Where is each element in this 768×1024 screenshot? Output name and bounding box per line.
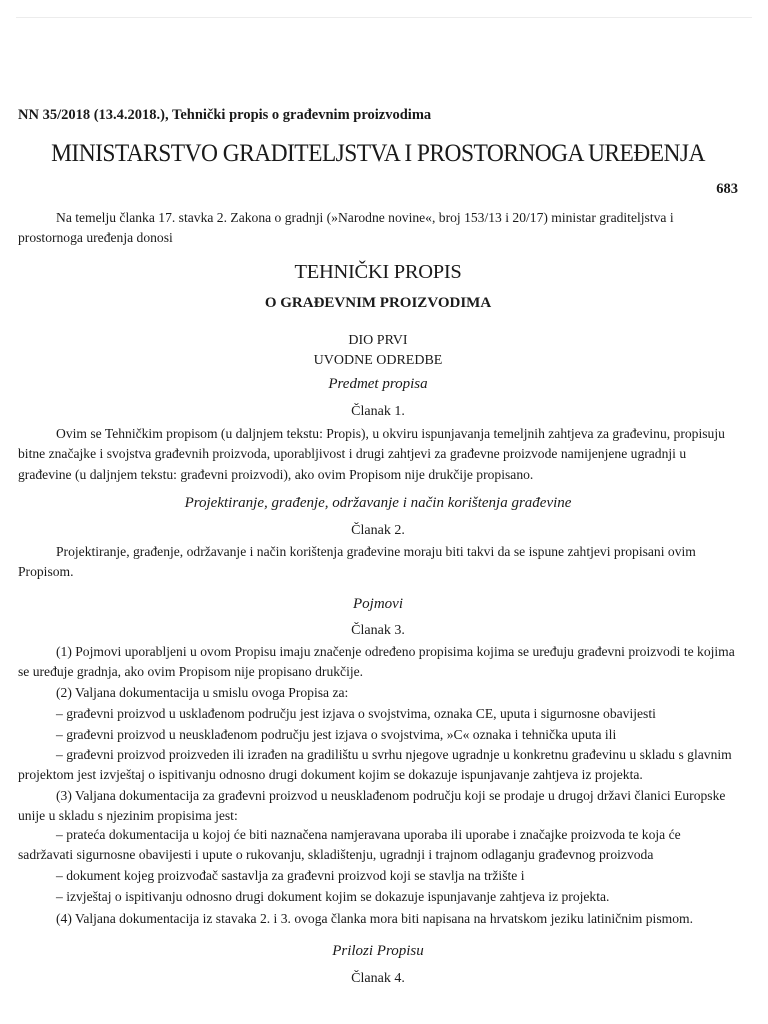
part-name: UVODNE ODREDBE [313,353,443,368]
part-number: DIO PRVI [348,333,408,348]
list-item: – izvještaj o ispitivanju odnosno drugi dokument kojim se dokazuje ispunjavanje zahtjeva iz projekta. [56,889,610,904]
article-paragraph: (4) Valjana dokumentacija iz stavaka 2. i 3. ovoga članka mora biti napisana na hrvatskom jeziku latiničnim pismom. [56,911,693,926]
section-heading: Projektiranje, građenje, održavanje i način korištenja građevine [184,495,572,511]
article-paragraph: Projektiranje, građenje, održavanje i način korištenja građevine moraju biti takvi da se ispune zahtjevi propisani ovim Propisom. [18,544,696,580]
section-heading: Prilozi Propisu [332,943,424,959]
article-paragraph: (3) Valjana dokumentacija za građevni proizvod u neusklađenom području koji se prodaje u drugoj državi članici Europske unije u skladu s njezinim propisima jest: [18,788,726,824]
list-item: – građevni proizvod proizveden ili izrađen na gradilištu u svrhu njegove ugradnje u konkretnu građevinu u skladu s glavnim projektom jest izvještaj o ispitivanju odnosno drugi dokument kojim se dokazuje ispunjavanje zahtjeva iz projekta. [18,747,732,783]
gazette-reference: NN 35/2018 (13.4.2018.), Tehnički propis o građevnim proizvodima [18,107,432,123]
article-paragraph: (2) Valjana dokumentacija u smislu ovoga Propisa za: [56,685,349,700]
list-item: – građevni proizvod u usklađenom području jest izjava o svojstvima, oznaka CE, uputa i sigurnosne obavijesti [56,706,656,721]
document-number: 683 [716,181,738,197]
preamble: Na temelju članka 17. stavka 2. Zakona o gradnji (»Narodne novine«, broj 153/13 i 20/17) ministar graditeljstva i prostornoga uređenja donosi [18,210,674,246]
article-number: Članak 3. [351,623,405,638]
list-item: – dokument kojeg proizvođač sastavlja za građevni proizvod koji se stavlja na tržište i [56,868,525,883]
article-number: Članak 1. [351,404,405,419]
section-heading: Pojmovi [353,596,403,612]
list-item: – prateća dokumentacija u kojoj će biti naznačena namjeravana uporaba ili uporabe i značajke proizvoda te koja će sadržavati sigurnosne obavijesti i upute o rukovanju, skladištenju, ugradnji i trajnom odlaganju građevnog proizvoda [18,827,681,863]
ministry-heading: MINISTARSTVO GRADITELJSTVA I PROSTORNOGA UREĐENJA [51,140,705,167]
section-heading: Predmet propisa [328,376,428,392]
top-divider [16,17,752,18]
article-paragraph: Ovim se Tehničkim propisom (u daljnjem tekstu: Propis), u okviru ispunjavanja temeljnih zahtjeva za građevinu, propisuju bitne značajke i svojstva građevnih proizvoda, uporabljivost i drugi zahtjevi za građevne proizvode namijenjene ugradnji u građevine (u daljnjem tekstu: građevni proizvodi), ako ovim Propisom nije drukčije propisano. [18,426,725,482]
regulation-title: TEHNIČKI PROPIS [294,261,462,283]
list-item: – građevni proizvod u neusklađenom području jest izjava o svojstvima, »C« oznaka i tehnička uputa ili [56,727,617,742]
article-paragraph: (1) Pojmovi uporabljeni u ovom Propisu imaju značenje određeno propisima kojima se uređuju građevni proizvodi te kojima se uređuje gradnja, ako ovim Propisom nije propisano drukčije. [18,644,735,680]
regulation-subtitle: O GRAĐEVNIM PROIZVODIMA [264,295,492,311]
article-number: Članak 2. [351,523,405,538]
article-number: Članak 4. [351,971,405,986]
